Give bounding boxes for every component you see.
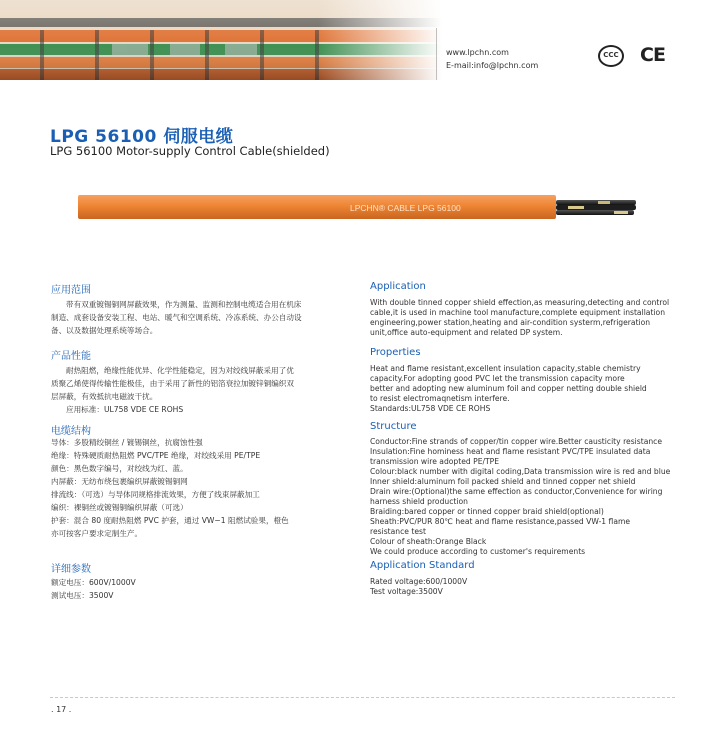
text-line: 导体：多股精绞铜丝 / 镀锡铜丝，抗腐蚀性强	[51, 438, 203, 447]
text-line: Heat and flame resistant,excellent insulation capacity,stable chemistry	[370, 364, 641, 373]
text-line: 编织：裸铜丝或镀锡铜编织屏蔽（可选）	[51, 503, 188, 512]
text-line: 制造、成套设备安装工程、电站、暖气和空调系统、冷冻系统、办公自动设	[51, 313, 302, 322]
cn-properties-heading: 产品性能	[51, 351, 91, 362]
text-line: Conductor:Fine strands of copper/tin copper wire.Better causticity resistance	[370, 437, 663, 446]
text-line: Rated voltage:600/1000V	[370, 577, 468, 586]
cable-illustration	[78, 192, 638, 222]
en-standard-text	[370, 577, 675, 597]
text-line: Drain wire:(Optional)the same effection as conductor,Convenience for wiring	[370, 487, 663, 496]
ccc-certification-icon: CCC	[598, 45, 624, 67]
header-cable-photo	[0, 0, 442, 80]
text-line: Sheath:PVC/PUR 80℃ heat and flame resistance,passed VW-1 flame	[370, 517, 631, 526]
cn-properties-text	[51, 364, 356, 416]
text-line: engineering,power station,heating and air-condition systerm,refrigeration	[370, 318, 651, 327]
cn-application-heading: 应用范围	[51, 285, 91, 296]
cn-standard-heading: 详细参数	[51, 564, 91, 575]
text-line: 应用标准：UL758 VDE CE ROHS	[66, 405, 184, 414]
text-line: 绝缘：特殊硬质耐热阻燃 PVC/TPE 绝缘，对绞线采用 PE/TPE	[51, 451, 261, 460]
text-line: Colour of sheath:Orange Black	[370, 537, 487, 546]
product-title-cn: LPG 56100 伺服电缆	[50, 127, 234, 147]
email-link[interactable]: E-mail:info@lpchn.com	[446, 61, 539, 70]
text-line: better and adopting new aluminum foil and copper netting double shield	[370, 384, 647, 393]
en-properties-heading: Properties	[370, 347, 421, 358]
en-application-text	[370, 298, 675, 338]
text-line: 质聚乙烯使得传输性能极佳，由于采用了新性的铝箔衰拉加镀锌铜编织双	[51, 379, 294, 388]
text-line: Colour:black number with digital coding,Data transmission wire is red and blue	[370, 467, 671, 476]
en-structure-text	[370, 437, 675, 557]
text-line: transmission wire adopted PE/TPE	[370, 457, 500, 466]
en-properties-text	[370, 364, 675, 414]
text-line: harness shield production	[370, 497, 468, 506]
text-line: 排流线：（可选）与导体同规格排流效果，方便了线束屏蔽加工	[51, 490, 260, 499]
text-line: unit,office auto-equipment and related DP system.	[370, 328, 563, 337]
footer-divider	[50, 697, 675, 698]
website-link[interactable]: www.lpchn.com	[446, 48, 509, 57]
text-line: resistance test	[370, 527, 426, 536]
ce-certification-icon: CE	[640, 44, 665, 66]
text-line: 耐热阻燃，绝缘性能优异、化学性能稳定，因为对绞线屏蔽采用了优	[66, 366, 294, 375]
text-line: 内屏蔽：无纺布绕包裹编织屏蔽镀锡铜网	[51, 477, 188, 486]
header-divider	[436, 28, 437, 80]
cn-application-text	[51, 298, 356, 337]
text-line: 备、以及数据处理系统等场合。	[51, 326, 158, 335]
text-line: 测试电压：3500V	[51, 591, 114, 600]
text-line: Insulation:Fine hominess heat and flame resistant PVC/TPE insulated data	[370, 447, 651, 456]
en-standard-heading: Application Standard	[370, 560, 475, 571]
text-line: 带有双重镀锡铜网屏蔽效果，作为测量、监测和控制电缆适合用在机床	[66, 300, 302, 309]
page-number: . 17 .	[51, 705, 72, 714]
text-line: We could produce according to customer's requirements	[370, 547, 586, 556]
text-line: to resist electromaqnetism interfere.	[370, 394, 510, 403]
cable-print-text: LPCHN® CABLE LPG 56100	[350, 203, 461, 213]
text-line: With double tinned copper shield effection,as measuring,detecting and control	[370, 298, 670, 307]
cn-structure-heading: 电缆结构	[51, 426, 91, 437]
text-line: Standards:UL758 VDE CE ROHS	[370, 404, 491, 413]
text-line: Braiding:bared copper or tinned copper braid shield(optional)	[370, 507, 604, 516]
text-line: 护套：混合 80 度耐热阻燃 PVC 护套，通过 VW−1 阻燃试验果，橙色	[51, 516, 289, 525]
text-line: capacity.For adopting good PVC let the transmission capacity more	[370, 374, 625, 383]
text-line: cable,it is used in machine tool manufacture,complete equipment installation	[370, 308, 666, 317]
text-line: 亦可按客户要求定制生产。	[51, 529, 143, 538]
text-line: Inner shield:aluminum foil packed shield and tinned copper net shield	[370, 477, 636, 486]
cn-standard-text	[51, 576, 356, 602]
text-line: 额定电压：600V/1000V	[51, 578, 136, 587]
text-line: 层屏蔽，有效抵抗电磁波干扰。	[51, 392, 158, 401]
en-application-heading: Application	[370, 281, 426, 292]
cn-structure-text	[51, 436, 356, 540]
en-structure-heading: Structure	[370, 421, 417, 432]
text-line: 颜色：黑色数字编号，对绞线为红、蓝。	[51, 464, 188, 473]
text-line: Test voltage:3500V	[370, 587, 443, 596]
product-title-en: LPG 56100 Motor-supply Control Cable(shielded)	[50, 144, 330, 158]
